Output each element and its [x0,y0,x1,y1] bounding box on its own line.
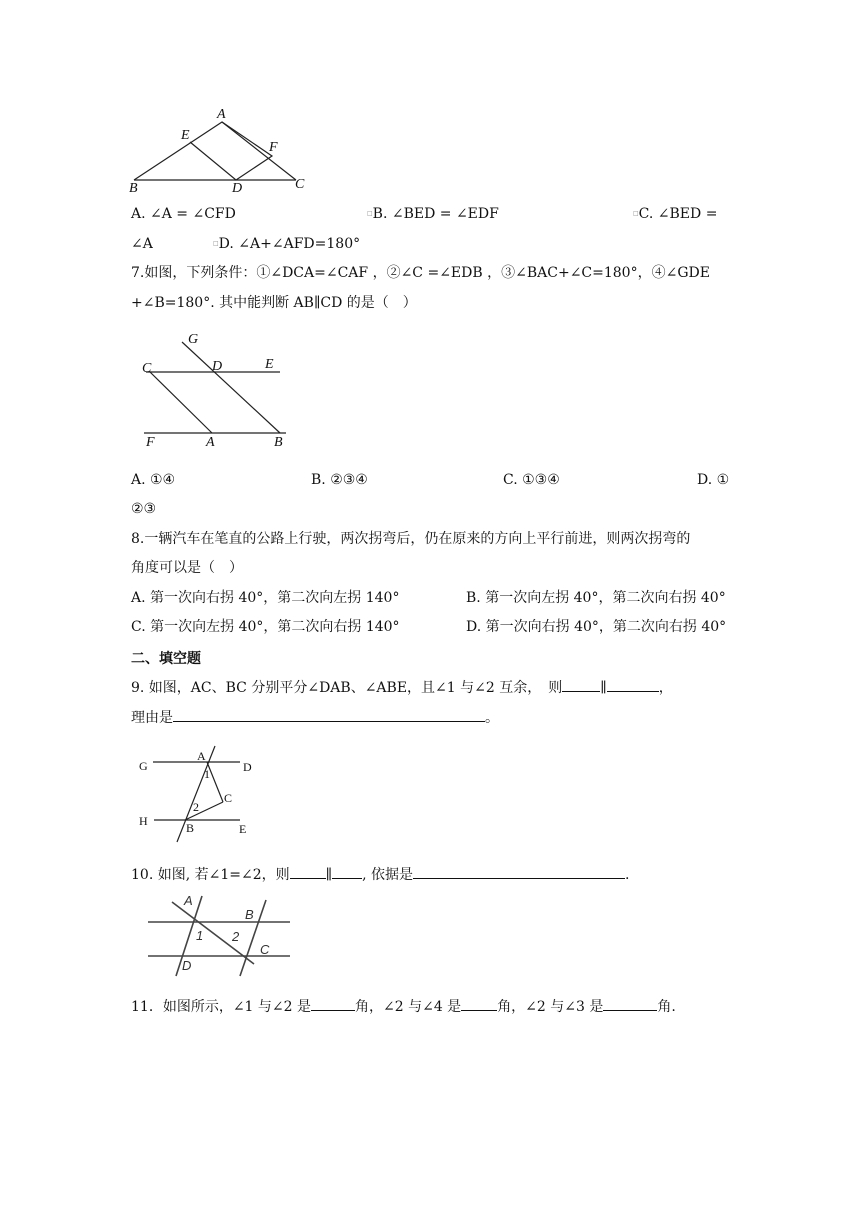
label-c: C [295,177,305,192]
segment-bc [185,802,223,820]
q11-text-2: 角，∠2 与∠4 是 [355,999,462,1015]
label-angle-2: 2 [193,800,199,814]
q6-option-d[interactable]: D. ∠A+∠AFD=180° [218,236,361,252]
transversal-ab [177,746,215,842]
q8-stem-line1: 8.一辆汽车在笔直的公路上行驶，两次拐弯后，仍在原来的方向上平行前进，则两次拐弯的 [131,531,691,547]
label-h: H [139,814,148,828]
q9-stem-text: 9. 如图，AC、BC 分别平分∠DAB、∠ABE，且∠1 与∠2 互余， 则 [131,680,563,696]
q8-stem-line2: 角度可以是（ ） [131,560,243,576]
label-d: D [232,181,243,196]
q9-blank-2[interactable] [607,677,659,692]
q8-option-a[interactable]: A. 第一次向右拐 40°，第二次向左拐 140° [131,590,400,606]
q7-stem-line2: +∠B=180°. 其中能判断 AB∥CD 的是（ ） [131,295,417,311]
q11-blank-3[interactable] [603,996,657,1011]
option-marker: □ [367,210,373,217]
q11-text-3: 角，∠2 与∠3 是 [497,999,604,1015]
q9-reason-label: 理由是 [131,710,173,726]
q6-option-c-continued: ∠A [131,236,153,252]
label-d: D [182,958,192,973]
q10-blank-2[interactable] [332,864,362,879]
q11-blank-1[interactable] [311,996,355,1011]
figure-q9 [136,744,260,846]
label-angle-1: 1 [196,928,204,943]
diagonal-line [172,902,254,964]
q7-option-b[interactable]: B. ②③④ [311,472,368,488]
label-b: B [186,821,195,835]
q10-stem [131,864,629,884]
q10-blank-1[interactable] [290,864,326,879]
label-a: A [197,749,206,763]
q6-option-b[interactable]: B. ∠BED = ∠EDF [372,206,499,222]
q11-text-1: 11．如图所示，∠1 与∠2 是 [131,999,311,1015]
q9-stem-line1 [131,677,673,697]
figure-q10 [142,892,292,978]
q8-option-c[interactable]: C. 第一次向左拐 40°，第二次向右拐 140° [131,619,400,635]
q8-option-d[interactable]: D. 第一次向右拐 40°，第二次向右拐 40° [466,619,727,635]
label-g: G [139,759,148,773]
q8-option-b[interactable]: B. 第一次向左拐 40°，第二次向右拐 40° [466,590,726,606]
option-marker: □ [213,240,219,247]
parallel-symbol: ∥ [325,867,333,883]
q7-option-c[interactable]: C. ①③④ [503,472,560,488]
figure-q7 [138,328,298,450]
label-f: F [146,435,155,450]
label-g: G [188,332,199,347]
label-c: C [224,791,233,805]
q10-stem-text: 10. 如图, 若∠1=∠2，则 [131,867,290,883]
label-d: D [212,359,223,374]
q9-blank-reason[interactable] [173,707,485,722]
q10-blank-reason[interactable] [413,864,625,879]
q7-stem-line1: 7.如图，下列条件：①∠DCA=∠CAF ，②∠C =∠EDB ，③∠BAC+∠C=180°，④∠GDE [131,265,710,281]
label-b: B [245,907,254,922]
label-e: E [181,128,190,143]
label-c: C [260,942,270,957]
q7-option-a[interactable]: A. ①④ [131,472,176,488]
parallel-symbol: ∥ [600,680,607,696]
label-angle-2: 2 [232,929,240,944]
label-b: B [129,181,138,196]
label-e: E [265,357,274,372]
line-gb [182,342,280,433]
label-c: C [142,361,152,376]
q10-reason-label: , 依据是 [362,867,413,883]
q7-option-d-continued: ②③ [131,501,157,517]
label-d: D [243,760,252,774]
q11-stem [131,996,676,1016]
label-e: E [239,822,247,836]
q10-period: . [625,867,630,883]
q6-option-c[interactable]: C. ∠BED = [638,206,718,222]
q9-punctuation: ， [658,680,673,696]
q6-option-a[interactable]: A. ∠A = ∠CFD [131,206,236,222]
section-title: 二、填空题 [131,651,201,667]
q9-stem-line2 [131,707,499,727]
q9-blank-1[interactable] [562,677,600,692]
q9-period: 。 [485,710,499,726]
line-ca [150,372,212,433]
figure-q6 [126,104,316,196]
q7-option-d[interactable]: D. ① [697,472,730,488]
option-marker: □ [633,210,639,217]
label-b: B [274,435,283,450]
q11-text-4: 角. [657,999,676,1015]
label-a: A [184,893,193,908]
label-angle-1: 1 [204,767,210,781]
q11-blank-2[interactable] [461,996,497,1011]
label-a: A [217,107,226,122]
label-f: F [269,140,278,155]
label-a: A [206,435,215,450]
